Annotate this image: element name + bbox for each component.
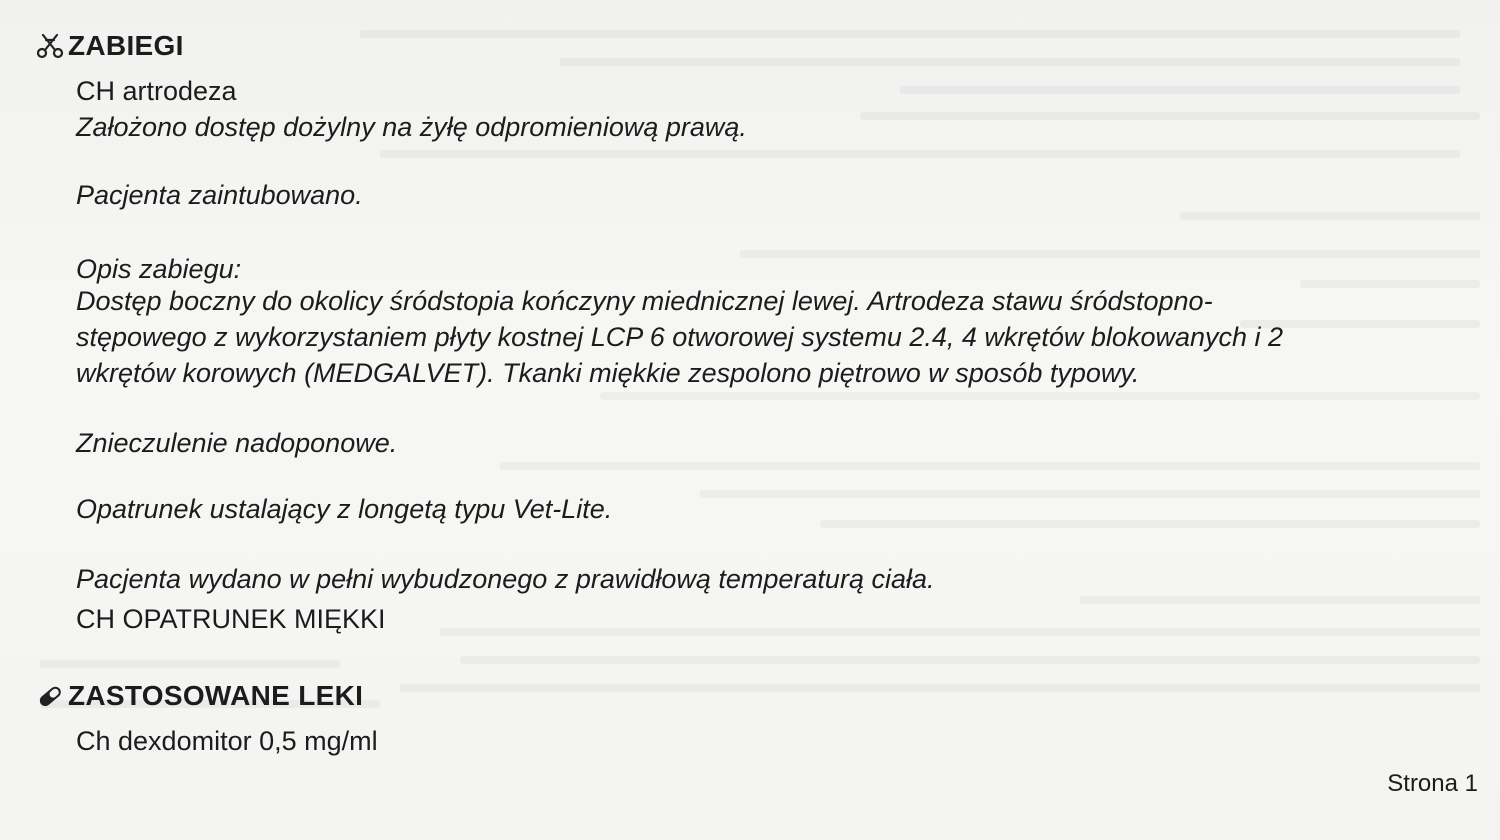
procedure-text: Znieczulenie nadoponowe. (76, 428, 398, 458)
section-header-drugs (34, 680, 363, 712)
procedure-text: stępowego z wykorzystaniem płyty kostnej LCP 6 otworowej systemu 2.4, 4 wkrętów blokowanych i 2 (76, 322, 1284, 352)
page-number: Strona 1 (1387, 770, 1478, 797)
section-header-procedures (34, 30, 184, 62)
procedure-text: Pacjenta wydano w pełni wybudzonego z prawidłową temperaturą ciała. (76, 564, 935, 594)
procedure-name: CH artrodeza (76, 76, 237, 106)
drug-item: Ch dexdomitor 0,5 mg/ml (76, 726, 378, 756)
procedure-text: Opatrunek ustalający z longetą typu Vet-Lite. (76, 494, 613, 524)
procedure-text: Dostęp boczny do okolicy śródstopia kończyny miednicznej lewej. Artrodeza stawu śródstopno- (76, 286, 1213, 316)
procedure-name: CH OPATRUNEK MIĘKKI (76, 604, 386, 634)
procedure-text: wkrętów korowych (MEDGALVET). Tkanki miękkie zespolono piętrowo w sposób typowy. (76, 358, 1140, 388)
section-title: ZABIEGI (68, 30, 184, 61)
procedure-text: Założono dostęp dożylny na żyłę odpromieniową prawą. (76, 112, 747, 142)
pill-icon (34, 680, 66, 712)
scissors-icon (34, 30, 66, 62)
procedure-text: Pacjenta zaintubowano. (76, 180, 363, 210)
section-title: ZASTOSOWANE LEKI (68, 680, 364, 711)
procedure-text: Opis zabiegu: (76, 254, 242, 284)
